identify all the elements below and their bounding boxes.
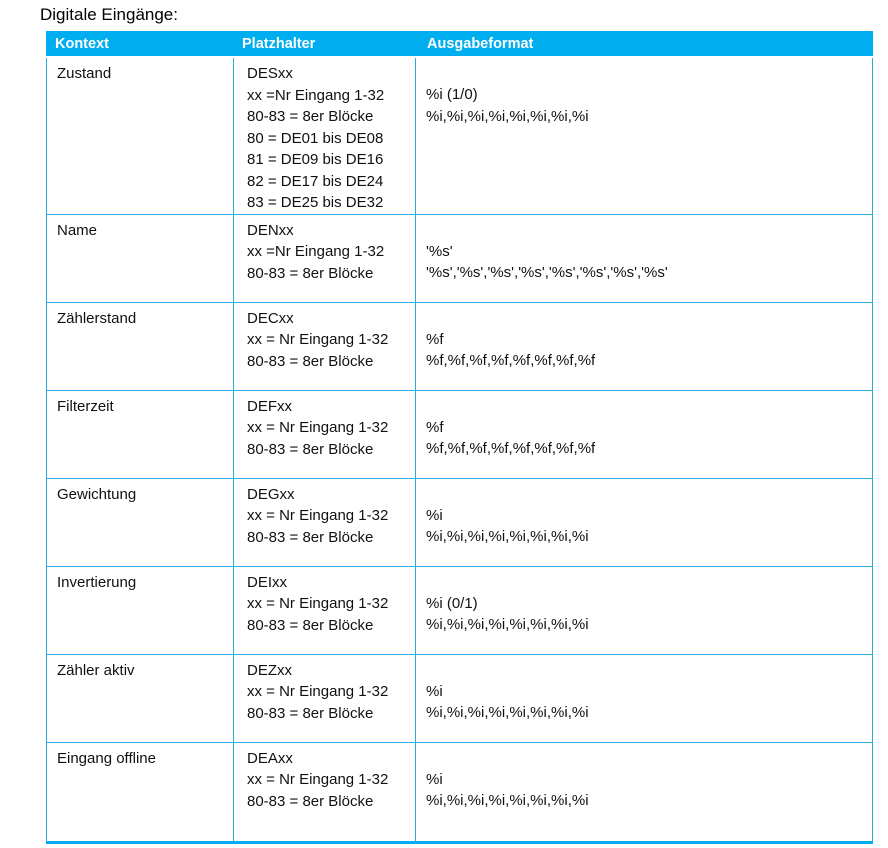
table-row — [47, 478, 872, 566]
ausgabeformat-cell — [416, 743, 872, 841]
table-row — [47, 654, 872, 742]
ausgabeformat-cell — [416, 303, 872, 390]
ausgabeformat-line: %f,%f,%f,%f,%f,%f,%f,%f — [426, 440, 596, 457]
platzhalter-cell — [233, 58, 416, 214]
platzhalter-line: DEAxx — [247, 749, 293, 767]
kontext-label: Zustand — [57, 65, 112, 82]
ausgabeformat-line: %i (0/1) — [426, 594, 478, 612]
platzhalter-line: 80 = DE01 bis DE08 — [247, 129, 384, 147]
platzhalter-line: 80-83 = 8er Blöcke — [247, 440, 374, 458]
column-header-kontext: Kontext — [55, 35, 109, 52]
table-header-row — [46, 31, 873, 56]
ausgabeformat-line: %i — [426, 682, 443, 700]
kontext-label: Zählerstand — [57, 309, 137, 327]
platzhalter-line: xx =Nr Eingang 1-32 — [247, 86, 385, 104]
ausgabeformat-cell — [416, 58, 872, 214]
ausgabeformat-cell — [416, 479, 872, 566]
kontext-label: Zähler aktiv — [57, 661, 135, 679]
kontext-cell — [47, 479, 233, 566]
kontext-label: Filterzeit — [57, 397, 114, 415]
kontext-cell — [47, 58, 233, 214]
ausgabeformat-cell — [416, 567, 872, 654]
platzhalter-line: 82 = DE17 bis DE24 — [247, 172, 384, 190]
platzhalter-line: xx = Nr Eingang 1-32 — [247, 507, 389, 524]
ausgabeformat-line: %f — [426, 330, 444, 348]
platzhalter-cell — [233, 303, 416, 390]
ausgabeformat-line: %i,%i,%i,%i,%i,%i,%i,%i — [426, 792, 589, 809]
platzhalter-cell — [233, 655, 416, 742]
kontext-cell — [47, 567, 233, 654]
ausgabeformat-cell — [416, 655, 872, 742]
kontext-cell — [47, 391, 233, 478]
column-header-ausgabeformat: Ausgabeformat — [427, 35, 534, 52]
platzhalter-cell — [233, 215, 416, 302]
digital-inputs-table — [46, 31, 873, 844]
ausgabeformat-line: %i,%i,%i,%i,%i,%i,%i,%i — [426, 704, 589, 721]
ausgabeformat-line: %i,%i,%i,%i,%i,%i,%i,%i — [426, 107, 589, 125]
platzhalter-line: 80-83 = 8er Blöcke — [247, 352, 374, 370]
platzhalter-line: xx = Nr Eingang 1-32 — [247, 595, 389, 612]
platzhalter-line: 80-83 = 8er Blöcke — [247, 792, 374, 810]
kontext-label: Invertierung — [57, 573, 137, 591]
platzhalter-cell — [233, 391, 416, 478]
ausgabeformat-cell — [416, 391, 872, 478]
platzhalter-line: xx =Nr Eingang 1-32 — [247, 243, 385, 260]
table-row — [47, 390, 872, 478]
platzhalter-cell — [233, 743, 416, 841]
ausgabeformat-line: %i,%i,%i,%i,%i,%i,%i,%i — [426, 616, 589, 633]
table-body — [46, 58, 873, 844]
kontext-label: Gewichtung — [57, 485, 137, 503]
platzhalter-cell — [233, 567, 416, 654]
page-title: Digitale Eingänge: — [40, 5, 178, 24]
table-row — [47, 566, 872, 654]
platzhalter-line: 80-83 = 8er Blöcke — [247, 616, 374, 634]
kontext-label: Eingang offline — [57, 749, 156, 767]
table-row — [47, 58, 872, 214]
ausgabeformat-line: %i,%i,%i,%i,%i,%i,%i,%i — [426, 528, 589, 545]
table-row — [47, 742, 872, 841]
platzhalter-line: DEZxx — [247, 661, 292, 679]
column-header-platzhalter: Platzhalter — [242, 35, 316, 52]
platzhalter-line: DECxx — [247, 309, 294, 327]
ausgabeformat-line: %f — [426, 418, 444, 436]
ausgabeformat-cell — [416, 215, 872, 302]
platzhalter-line: 80-83 = 8er Blöcke — [247, 704, 374, 722]
kontext-label: Name — [57, 221, 98, 239]
kontext-cell — [47, 743, 233, 841]
kontext-cell — [47, 655, 233, 742]
platzhalter-line: xx = Nr Eingang 1-32 — [247, 771, 389, 788]
ausgabeformat-line: '%s' — [426, 242, 453, 260]
platzhalter-line: xx = Nr Eingang 1-32 — [247, 683, 389, 700]
ausgabeformat-line: %i — [426, 770, 443, 788]
kontext-cell — [47, 215, 233, 302]
ausgabeformat-line: %f,%f,%f,%f,%f,%f,%f,%f — [426, 352, 596, 369]
platzhalter-line: 83 = DE25 bis DE32 — [247, 194, 384, 211]
kontext-cell — [47, 303, 233, 390]
ausgabeformat-line: %i — [426, 506, 443, 524]
ausgabeformat-line: '%s','%s','%s','%s','%s','%s','%s','%s' — [426, 264, 668, 281]
platzhalter-line: 80-83 = 8er Blöcke — [247, 264, 374, 282]
platzhalter-line: 80-83 = 8er Blöcke — [247, 528, 374, 546]
platzhalter-cell — [233, 479, 416, 566]
platzhalter-line: 81 = DE09 bis DE16 — [247, 151, 384, 168]
platzhalter-line: DESxx — [247, 65, 293, 82]
platzhalter-line: xx = Nr Eingang 1-32 — [247, 331, 389, 348]
platzhalter-line: DEFxx — [247, 397, 292, 415]
platzhalter-line: DEGxx — [247, 485, 295, 503]
platzhalter-line: DEIxx — [247, 573, 288, 591]
table-row — [47, 302, 872, 390]
platzhalter-line: xx = Nr Eingang 1-32 — [247, 419, 389, 436]
platzhalter-line: 80-83 = 8er Blöcke — [247, 108, 374, 125]
platzhalter-line: DENxx — [247, 221, 294, 239]
ausgabeformat-line: %i (1/0) — [426, 86, 478, 103]
table-row — [47, 214, 872, 302]
